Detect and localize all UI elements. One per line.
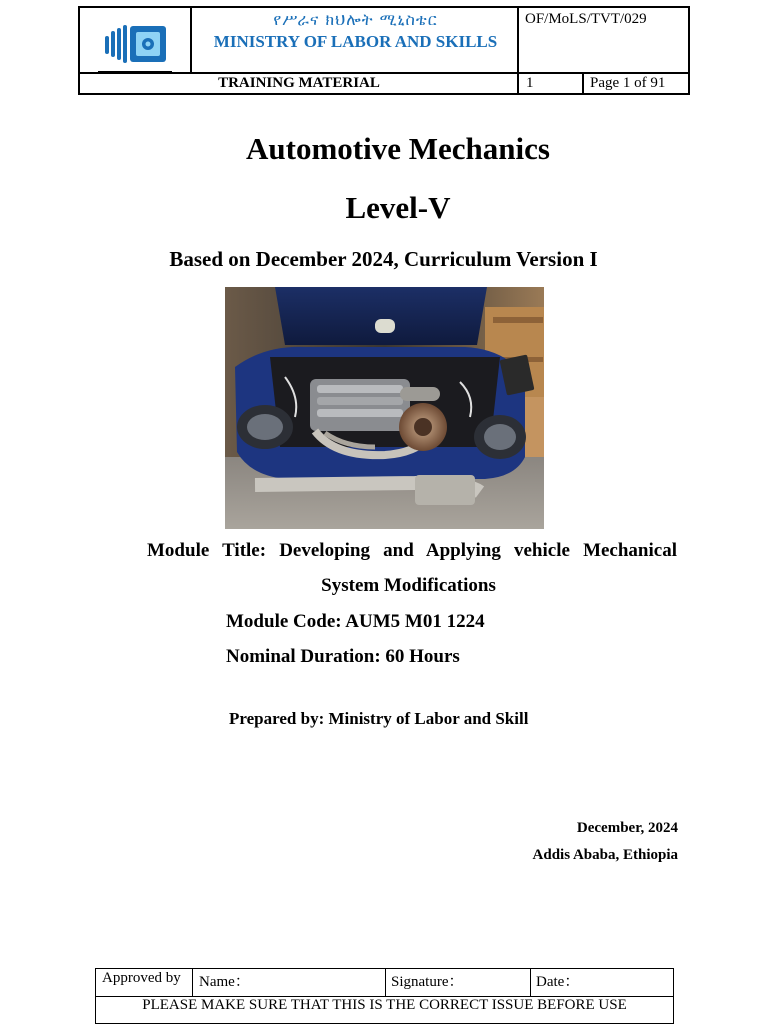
module-code: Module Code: AUM5 M01 1224 xyxy=(226,611,485,632)
amharic-ministry-name: የሥራና ክህሎት ሚኒስቴር xyxy=(273,10,438,29)
material-type: TRAINING MATERIAL xyxy=(218,75,380,91)
signature-label: Signature： xyxy=(391,974,464,990)
curriculum-line: Based on December 2024, Curriculum Version I xyxy=(169,247,598,271)
approval-table xyxy=(95,968,674,1024)
document-header xyxy=(78,6,690,95)
approved-by-label: Approved by xyxy=(102,970,181,986)
issue-number: 1 xyxy=(526,75,534,91)
ministry-logo-icon xyxy=(80,8,190,72)
nominal-duration: Nominal Duration: 60 Hours xyxy=(226,646,460,667)
name-label: Name： xyxy=(199,974,250,990)
publication-date: December, 2024 xyxy=(576,820,678,836)
module-title-line-1: Module Title: Developing and Applying vehicle Mechanical xyxy=(147,540,677,561)
cover-title: Automotive Mechanics xyxy=(246,131,550,166)
publication-place: Addis Ababa, Ethiopia xyxy=(532,847,678,863)
cover-level: Level-V xyxy=(345,190,451,225)
page-count: Page 1 of 91 xyxy=(590,75,666,91)
ministry-logo xyxy=(80,8,190,72)
prepared-by: Prepared by: Ministry of Labor and Skill xyxy=(229,709,529,728)
ministry-name: MINISTRY OF LABOR AND SKILLS xyxy=(213,32,498,51)
issue-notice: PLEASE MAKE SURE THAT THIS IS THE CORRECT ISSUE BEFORE USE xyxy=(142,997,627,1013)
module-title-line-2: System Modifications xyxy=(321,575,496,596)
engine-bay-photo xyxy=(225,287,544,529)
date-label: Date： xyxy=(536,974,580,990)
document-code: OF/MoLS/TVT/029 xyxy=(525,11,647,27)
